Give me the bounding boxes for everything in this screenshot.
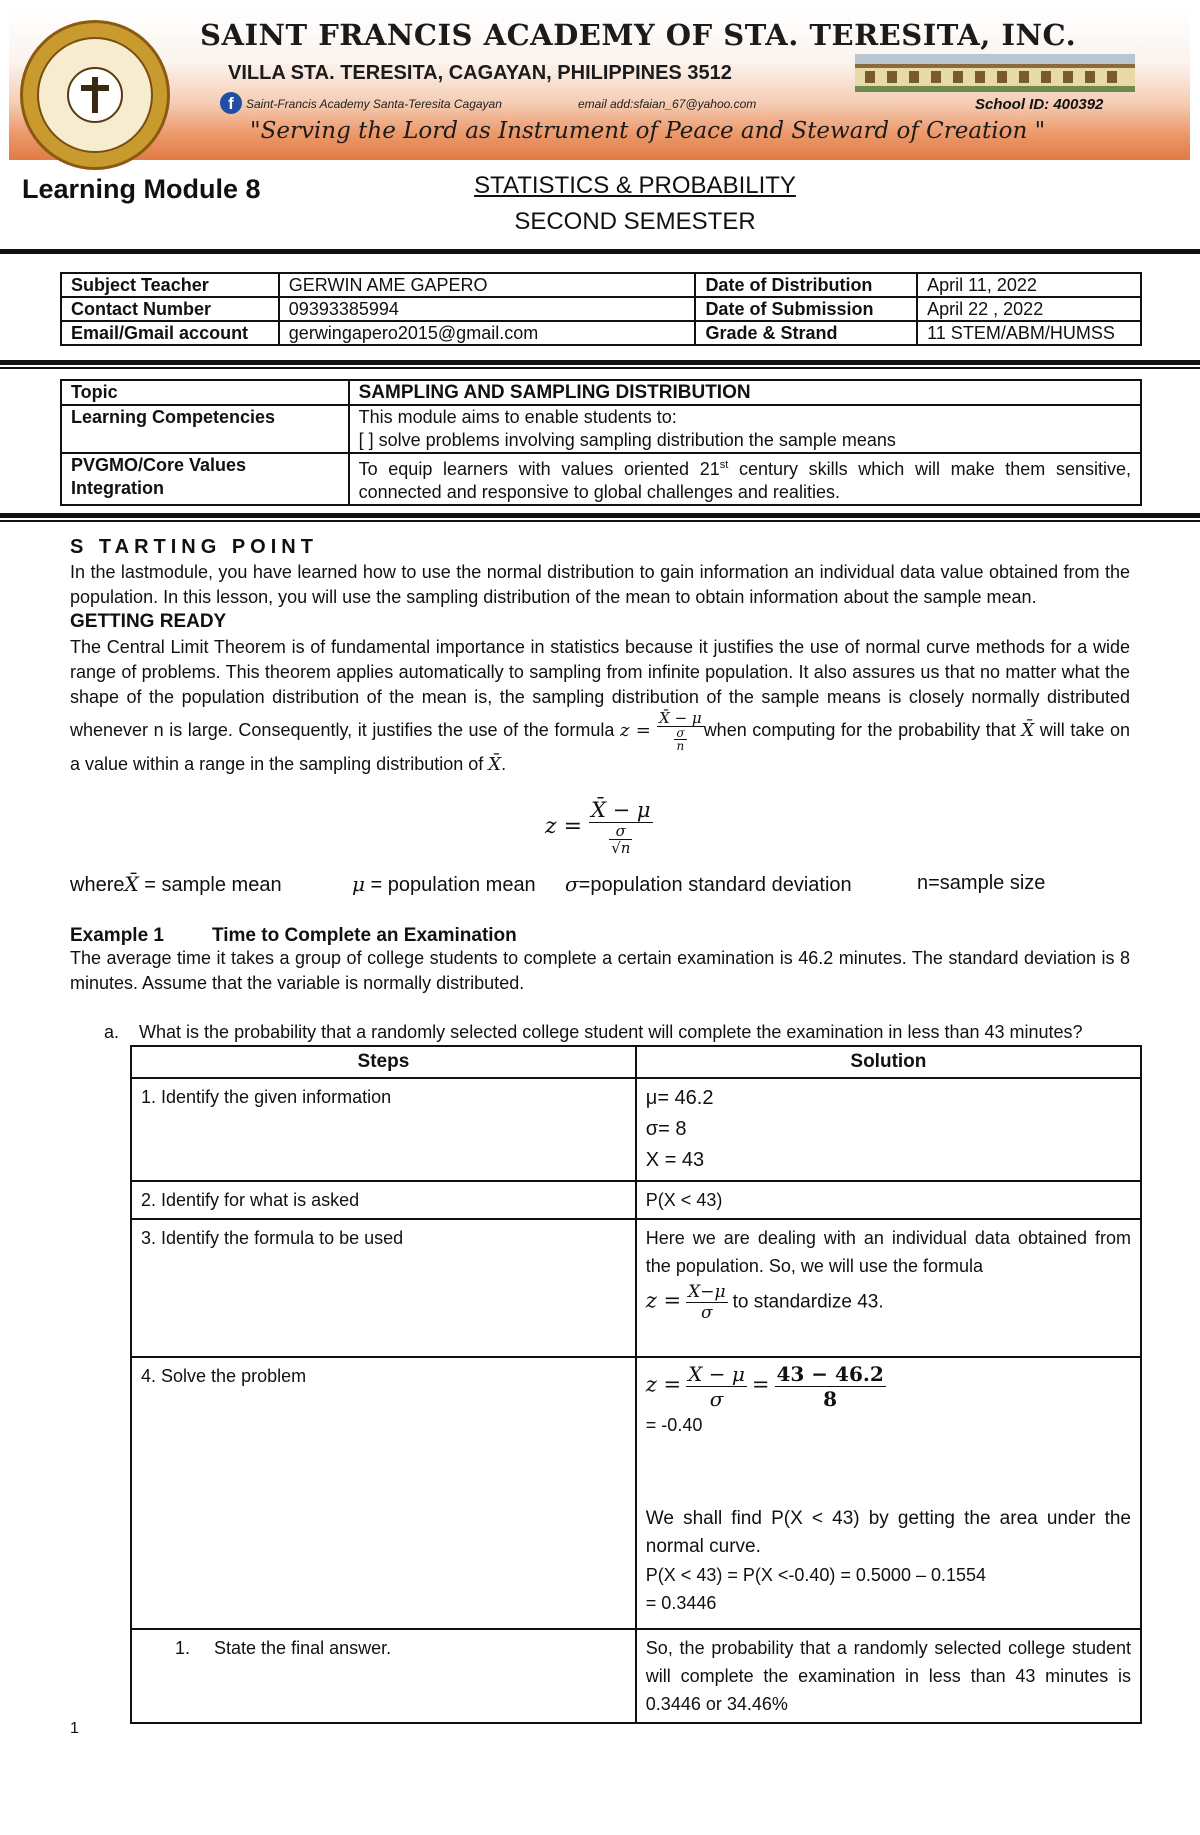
school-address: VILLA STA. TERESITA, CAGAYAN, PHILIPPINES 3512 [228, 62, 732, 84]
info-divider-thin [0, 367, 1200, 369]
values-text [349, 453, 1141, 505]
school-email: email add:sfaian_67@yahoo.com [578, 97, 757, 111]
table-row [131, 1357, 1141, 1629]
competencies-item: [ ] solve problems involving sampling distribution the sample means [358, 430, 896, 450]
display-formula-sqrt-n: √n [611, 839, 631, 857]
display-formula-lhs: z = [545, 814, 583, 839]
step-5-label: State the final answer. [214, 1638, 392, 1658]
getting-ready-text [70, 635, 1130, 777]
step-5-number: 1. [175, 1638, 191, 1658]
table-row [131, 1181, 1141, 1219]
step-4-z-result: = -0.40 [645, 1415, 703, 1435]
given-sigma: σ= 8 [645, 1118, 687, 1140]
display-formula-numerator: X̄ − μ [591, 798, 651, 822]
contact-number-value: 09393385994 [279, 297, 696, 321]
step-3-text-2: to standardize 43. [732, 1291, 884, 1313]
step-4: 4. Solve the problem [131, 1357, 636, 1629]
subject-teacher-value: GERWIN AME GAPERO [279, 273, 696, 297]
step-4-answer: = 0.3446 [645, 1593, 717, 1613]
contact-number-label: Contact Number [61, 297, 279, 321]
step-5-solution: So, the probability that a randomly selected college student will complete the examination in less than 43 minutes is 0.3446 or 34.46% [636, 1629, 1141, 1723]
legend-sigma-definition: =population standard deviation [578, 874, 852, 896]
step-3-text-1: Here we are dealing with an individual data obtained from the population. So, we will use the formula [645, 1228, 1131, 1276]
inline-formula-fraction [657, 710, 704, 752]
xbar-symbol: X̄ [124, 872, 139, 896]
display-formula-denominator [589, 823, 653, 856]
table-row [61, 321, 1141, 345]
example-title: Time to Complete an Examination [212, 925, 517, 946]
topic-table [60, 379, 1142, 506]
table-row [61, 453, 1141, 505]
module-label: Learning Module 8 [22, 174, 261, 204]
example-text: The average time it takes a group of college students to complete a certain examination is 46.2 minutes. The standard deviation is 8 minutes. Assume that the variable is normally distributed. [70, 948, 1130, 993]
email-value: gerwingapero2015@gmail.com [279, 321, 696, 345]
submission-date-value: April 22 , 2022 [917, 297, 1141, 321]
table-row [61, 273, 1141, 297]
competencies-label: Learning Competencies [61, 405, 349, 453]
school-id: School ID: 400392 [975, 96, 1104, 113]
page-number: 1 [70, 1720, 79, 1737]
competencies-intro: This module aims to enable students to: [358, 407, 677, 427]
step-2: 2. Identify for what is asked [131, 1181, 636, 1219]
distribution-date-label: Date of Distribution [695, 273, 917, 297]
xbar-symbol: X̄ [1021, 720, 1035, 741]
table-row [131, 1629, 1141, 1723]
inline-formula-numerator: X̄ − μ [659, 709, 702, 727]
facebook-page: Saint-Francis Academy Santa-Teresita Cagayan [246, 97, 502, 111]
step-4-numerator-a: X − μ [688, 1362, 745, 1386]
submission-date-label: Date of Submission [695, 297, 917, 321]
step-4-numerator-b: 43 − 46.2 [776, 1362, 884, 1386]
getting-ready-text-4: . [501, 754, 507, 774]
display-formula-sigma: σ [609, 823, 632, 840]
subject-title: STATISTICS & PROBABILITY [474, 172, 796, 199]
mu-symbol: μ [352, 872, 365, 896]
topic-divider [0, 513, 1200, 518]
getting-ready-text-2: when computing for the probability that [703, 720, 1022, 740]
display-formula [545, 798, 653, 856]
example-label: Example 1 [70, 925, 164, 946]
facebook-icon: f [220, 92, 242, 114]
step-2-solution: P(X < 43) [636, 1181, 1141, 1219]
legend-n: n=sample size [917, 872, 1046, 894]
inline-formula-denominator [657, 727, 704, 752]
display-formula-fraction [589, 798, 653, 856]
inline-formula-sigma: σ [676, 726, 685, 740]
legend-xbar-definition: = sample mean [138, 874, 282, 896]
school-name: SAINT FRANCIS ACADEMY OF STA. TERESITA, INC. [200, 18, 1077, 52]
step-3-formula-fraction [686, 1282, 727, 1323]
step-1: 1. Identify the given information [131, 1078, 636, 1181]
step-3-formula-numerator: X−μ [688, 1282, 726, 1302]
step-3-formula-denominator: σ [701, 1303, 713, 1323]
step-4-denominator-a: σ [709, 1387, 724, 1411]
step-4-solution [636, 1357, 1141, 1629]
step-4-formula [646, 1362, 1131, 1411]
teacher-info-table [60, 272, 1142, 346]
school-motto: "Serving the Lord as Instrument of Peace and Steward of Creation " [250, 118, 1046, 144]
question [104, 1022, 1083, 1043]
given-mu: μ= 46.2 [645, 1087, 714, 1109]
distribution-date-value: April 11, 2022 [917, 273, 1141, 297]
step-3-formula-lhs: z = [645, 1288, 682, 1313]
getting-ready-text-3: will take on a value within a range in the sampling distribution of [70, 720, 1130, 774]
seal-cross-emblem [67, 67, 123, 123]
question-letter: a. [104, 1022, 120, 1042]
subject-teacher-label: Subject Teacher [61, 273, 279, 297]
step-5 [131, 1629, 636, 1723]
cross-icon [69, 69, 121, 121]
header-divider [0, 249, 1200, 254]
topic-divider-thin [0, 520, 1200, 522]
step-4-equals: = [751, 1372, 770, 1397]
steps-column-header: Steps [131, 1046, 636, 1078]
values-text-part-2: century skills which will make them sensitive, connected and responsive to global challenges and realities. [358, 459, 1131, 502]
table-row [61, 380, 1141, 405]
step-4-fraction-b [775, 1362, 886, 1411]
inline-formula-lhs: z = [619, 720, 651, 741]
legend-mu [352, 872, 536, 897]
info-divider [0, 360, 1200, 365]
grade-strand-label: Grade & Strand [695, 321, 917, 345]
table-header-row [131, 1046, 1141, 1078]
legend-where: where [70, 874, 125, 896]
legend-xbar [70, 872, 282, 897]
given-x: X = 43 [645, 1149, 705, 1171]
step-4-spacer [646, 1439, 1131, 1505]
step-3: 3. Identify the formula to be used [131, 1219, 636, 1357]
step-4-denominator-b: 8 [823, 1387, 838, 1411]
step-3-formula-line [646, 1282, 1131, 1323]
getting-ready-text-1: The Central Limit Theorem is of fundamental importance in statistics because it justifies the use of normal curve methods for a wide range of problems. This theorem applies automatically to sampling from infinite population. It also assures us that no matter what the shape of the population distribution of the mean is, the sampling distribution of the sample means is closely normally distributed whenever n is large. Consequently, it justifies the use of the formula [70, 637, 1130, 740]
question-text: What is the probability that a randomly selected college student will complete the examination in less than 43 minutes? [139, 1022, 1083, 1042]
sigma-symbol: σ [565, 872, 579, 896]
values-text-part-1: To equip learners with values oriented 21 [358, 459, 720, 479]
getting-ready-heading: GETTING READY [70, 611, 227, 632]
step-4-fraction-a [686, 1362, 747, 1411]
starting-point-heading: S TARTING POINT [70, 536, 318, 558]
legend-mu-definition: = population mean [365, 874, 536, 896]
inline-formula-n: n [676, 739, 685, 753]
topic-label: Topic [61, 380, 349, 405]
values-superscript: st [719, 459, 729, 471]
xbar-symbol: X̄ [488, 754, 502, 775]
competencies-value [349, 405, 1141, 453]
step-4-explanation: We shall find P(X < 43) by getting the area under the normal curve. [645, 1508, 1131, 1557]
table-row [61, 405, 1141, 453]
values-label-line-2: Integration [71, 478, 164, 498]
semester-label: SECOND SEMESTER [514, 208, 756, 235]
values-label [61, 453, 349, 505]
school-seal-logo [20, 20, 170, 170]
grade-strand-value: 11 STEM/ABM/HUMSS [917, 321, 1141, 345]
starting-point-text: In the lastmodule, you have learned how to use the normal distribution to gain information an individual data value obtained from the population. In this lesson, you will use the sampling distribution of the mean to obtain information about the sample mean. [70, 562, 1130, 607]
table-row [131, 1078, 1141, 1181]
legend-sigma [565, 872, 852, 897]
solution-column-header: Solution [636, 1046, 1141, 1078]
topic-value: SAMPLING AND SAMPLING DISTRIBUTION [349, 380, 1141, 405]
school-building-photo [855, 54, 1135, 92]
table-row [131, 1219, 1141, 1357]
email-label: Email/Gmail account [61, 321, 279, 345]
step-4-calculation: P(X < 43) = P(X <-0.40) = 0.5000 – 0.1554 [645, 1565, 987, 1585]
step-4-formula-lhs: z = [645, 1372, 682, 1397]
step-3-solution [636, 1219, 1141, 1357]
seal-ring [37, 37, 153, 153]
step-1-solution [636, 1078, 1141, 1181]
values-label-line-1: PVGMO/Core Values [71, 455, 247, 475]
table-row [61, 297, 1141, 321]
steps-table [130, 1045, 1142, 1724]
